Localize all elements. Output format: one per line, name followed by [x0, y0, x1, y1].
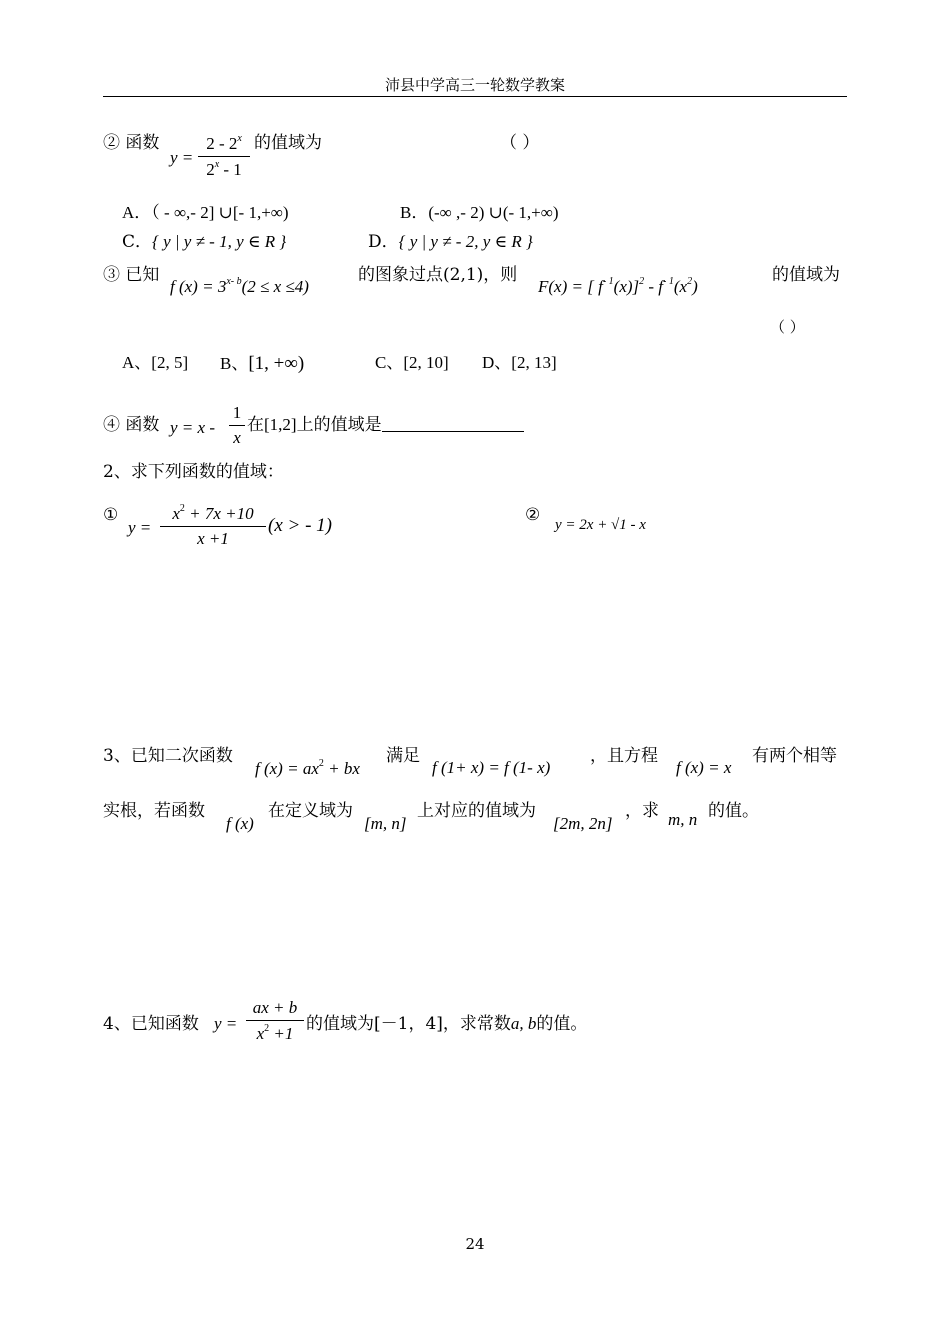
- fraction-numerator: ax + b: [252, 998, 298, 1017]
- q1-2-lead: [103, 133, 159, 153]
- fraction-bar: [246, 1020, 304, 1021]
- q1-2-answer-paren: （ ）: [500, 133, 540, 153]
- fraction-denominator: $x^2 +1$: [256, 1023, 294, 1043]
- q1-2-option-c: C．{ y | y ≠ - 1, y ∈ R }: [122, 232, 287, 252]
- q3-mid3: 在定义域为: [268, 801, 353, 821]
- header-rule: [103, 96, 847, 97]
- q3-interval2: [2m, 2n]: [553, 814, 613, 833]
- q1-2-option-b: B．(-∞ ,- 2) ∪(- 1,+∞): [400, 203, 559, 222]
- page-number: 24: [465, 1235, 485, 1253]
- q3-tail1: 有两个相等: [752, 746, 837, 766]
- page-header: 沛县中学高三一轮数学教案: [384, 76, 565, 94]
- q3-mid2: ，且方程: [590, 746, 658, 766]
- circle-number: ②: [103, 133, 120, 153]
- q2-p1-condition: (x > - 1): [268, 515, 332, 536]
- q1-3-mid: 的图象过点(2,1)，则: [358, 265, 518, 285]
- fraction-bar: [198, 156, 250, 157]
- q1-3-option-a: A、[2, 5]: [122, 353, 189, 372]
- q1-2-option-d: D．{ y | y ≠ - 2, y ∈ R }: [368, 232, 533, 252]
- q3-f3: f (x) = x: [676, 758, 732, 777]
- q1-3-option-b: B、[1, +∞): [220, 353, 305, 374]
- q2-p1-circle: ①: [103, 505, 119, 525]
- q2-p1-y: y =: [128, 518, 152, 537]
- q3-interval1: [m, n]: [364, 814, 407, 833]
- q3-f4: f (x): [226, 814, 254, 833]
- q1-4-expr: y = x -: [170, 418, 215, 437]
- q1-4-lead: [103, 415, 159, 435]
- circle-number: ③: [103, 265, 120, 285]
- q1-3-option-c: C、[2, 10]: [375, 353, 449, 372]
- lead-text: 函数: [125, 133, 160, 153]
- q1-3-fx: f $(x) = 3^{x- b}(2 \le x \le 4)$: [170, 276, 309, 296]
- q4-fraction: [246, 998, 304, 1044]
- q1-2-y: y =: [170, 148, 194, 167]
- q3-line2-lead: 实根，若函数: [103, 801, 205, 821]
- q4-lead: 4、已知函数: [103, 1014, 199, 1034]
- q2-p2-expr: y = 2x + √1 - x: [555, 517, 646, 533]
- q1-3-lead: [103, 265, 159, 285]
- q1-3-answer-paren: （ ）: [770, 318, 805, 336]
- q1-3-Fx: F(x) = [ $f^{- 1}(x)]^2 - f^{- 1}(x^2)$: [538, 276, 698, 296]
- answer-blank[interactable]: [382, 417, 524, 432]
- fraction-denominator: x: [233, 428, 241, 447]
- fraction-bar: [160, 526, 266, 527]
- q1-2-option-a: A．（ - ∞,- 2] ∪[- 1,+∞): [122, 203, 289, 222]
- q3-mid4: 上对应的值域为: [417, 801, 536, 821]
- q3-tail2: 的值。: [708, 801, 759, 821]
- fraction-numerator: 2 - 2$^x$: [206, 133, 242, 153]
- q3-f1: f $(x) = ax^2$ + bx: [255, 758, 360, 778]
- circle-number: ④: [103, 415, 120, 435]
- q2-title: 2、求下列函数的值域：: [103, 462, 284, 482]
- fraction-numerator: 1: [232, 403, 242, 422]
- fraction-denominator: x +1: [197, 529, 229, 548]
- q1-4-mid: 在[1,2]上的值域是: [247, 415, 524, 435]
- q3-vars: m, n: [668, 810, 698, 829]
- q1-4-fraction: [229, 403, 245, 448]
- fraction-denominator: 2$^x$ - 1: [206, 159, 242, 179]
- q1-2-fraction: [198, 133, 250, 180]
- q3-mid1: 满足: [386, 746, 420, 766]
- lead-text: 已知: [125, 265, 160, 285]
- q1-2-tail: 的值域为: [254, 133, 322, 153]
- lead-text: 函数: [125, 415, 160, 435]
- q1-3-option-d: D、[2, 13]: [482, 353, 557, 372]
- q3-mid5: ，求: [625, 801, 659, 821]
- q4-mid: 的值域为[－1，4]，求常数a, b的值。: [306, 1014, 588, 1034]
- q1-3-tail: 的值域为: [772, 265, 840, 285]
- fraction-bar: [229, 425, 245, 426]
- q2-p2-circle: ②: [525, 505, 541, 525]
- q3-f2: f (1+ x) = f (1- x): [432, 758, 551, 777]
- q4-y: y =: [214, 1014, 238, 1033]
- q3-lead: 3、已知二次函数: [103, 746, 233, 766]
- fraction-numerator: $x^2 + 7x +10$: [172, 503, 254, 523]
- q2-p1-fraction: [160, 503, 266, 549]
